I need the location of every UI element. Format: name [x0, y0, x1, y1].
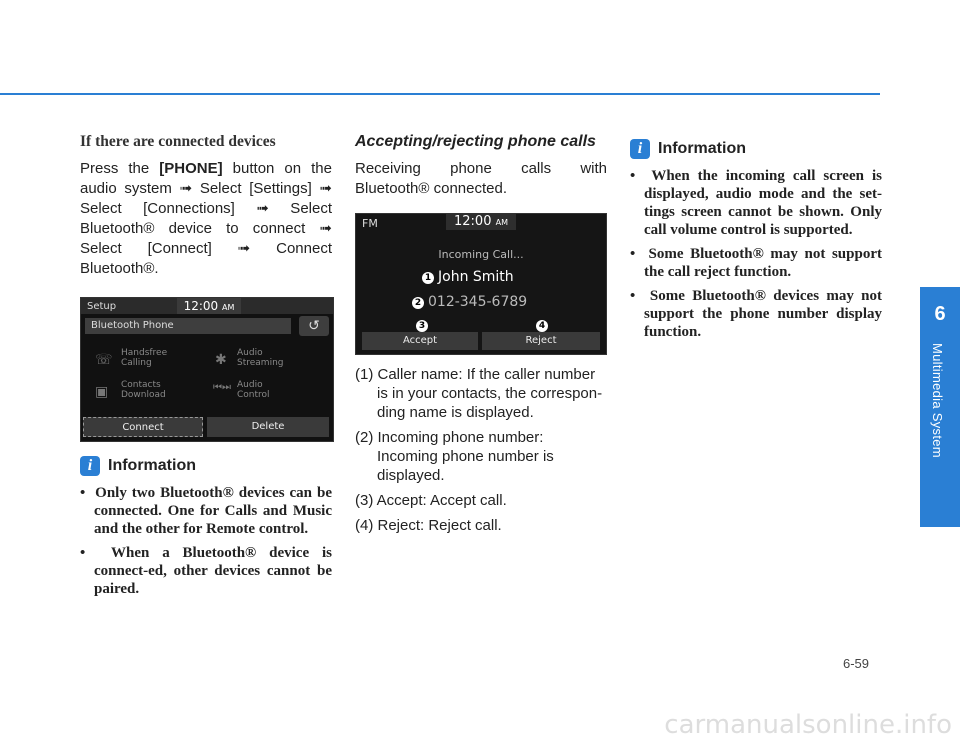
list-item: • Only two Bluetooth® devices can be connected. One for Calls and Music and the other for Remote control.	[80, 484, 332, 538]
contacts-download-item[interactable]	[121, 380, 166, 400]
chapter-label: Multimedia System	[930, 343, 945, 458]
page-number: 6-59	[843, 656, 870, 671]
header-rule	[0, 93, 880, 95]
info-list	[630, 167, 882, 341]
column-1	[80, 133, 332, 604]
clock-time: 12:00	[454, 214, 492, 229]
press-text: Press the	[80, 160, 150, 177]
contacts-icon: ▣	[95, 384, 109, 400]
clock	[446, 214, 516, 230]
info-icon: i	[630, 139, 650, 159]
bluetooth-icon: ✱	[215, 352, 227, 368]
control-label: Control	[237, 390, 270, 400]
setup-label: Setup	[87, 300, 117, 312]
phone-button-label: [PHONE]	[159, 160, 223, 177]
incoming-call-label: Incoming Call...	[438, 248, 524, 261]
section-title: If there are connected devices	[80, 133, 276, 150]
chapter-number: 6	[934, 303, 946, 325]
handsfree-label: Handsfree	[121, 348, 168, 358]
watermark: carmanualsonline.info	[664, 710, 952, 740]
instruction-rest: button on the audio system ➟ Select [Settings] ➟ Select [Connections] ➟ Select Bluetooth® device to connect ➟ Select [Connect] ➟ Connect Bluetooth®.	[80, 160, 332, 277]
callout-1: 1	[422, 272, 434, 284]
reject-button[interactable]: Reject	[482, 332, 600, 350]
handsfree-icon: ☏	[95, 352, 113, 368]
incoming-call-screen	[355, 213, 607, 355]
column-3	[630, 133, 882, 347]
back-button[interactable]: ↺	[299, 316, 329, 336]
connect-button[interactable]: Connect	[83, 417, 203, 437]
skip-icon: ⏮⏭	[213, 382, 231, 393]
bluetooth-settings-screen	[80, 297, 334, 442]
section-subheading: Accepting/rejecting phone calls	[355, 133, 596, 150]
list-item: (4) Reject: Reject call.	[355, 517, 502, 534]
info-icon: i	[80, 456, 100, 476]
list-item: • Some Bluetooth® devices may not support the phone number display function.	[630, 287, 882, 341]
delete-button[interactable]: Delete	[207, 417, 329, 437]
instruction-paragraph	[80, 159, 332, 279]
intro-paragraph: Receiving phone calls with Bluetooth® connected.	[355, 160, 607, 197]
audio-control-item[interactable]	[237, 380, 270, 400]
calling-label: Calling	[121, 358, 152, 368]
caller-number: 012-345-6789	[428, 294, 528, 310]
caller-name: John Smith	[438, 269, 514, 285]
contacts-label: Contacts	[121, 380, 161, 390]
information-title: Information	[658, 140, 746, 157]
clock-ampm: AM	[222, 303, 235, 312]
list-item: • When the incoming call screen is displayed, audio mode and the set-tings screen cannot be shown. Only call volume control is supported.	[630, 167, 882, 239]
streaming-label: Streaming	[237, 358, 284, 368]
audio-streaming-item[interactable]	[237, 348, 283, 368]
clock	[177, 298, 241, 314]
list-item: • Some Bluetooth® may not support the call reject function.	[630, 245, 882, 281]
info-list	[80, 484, 332, 598]
callout-4: 4	[536, 320, 548, 332]
accept-button[interactable]: Accept	[362, 332, 478, 350]
handsfree-calling-item[interactable]	[121, 348, 167, 368]
information-header	[80, 456, 332, 476]
download-label: Download	[121, 390, 166, 400]
numbered-list	[355, 365, 607, 535]
list-item: • When a Bluetooth® device is connect-ed, other devices cannot be paired.	[80, 544, 332, 598]
fm-label: FM	[362, 217, 378, 230]
column-2	[355, 133, 607, 541]
audio-label-2: Audio	[237, 380, 263, 390]
information-title: Information	[108, 457, 196, 474]
list-item: (3) Accept: Accept call.	[355, 492, 507, 509]
chapter-tab	[920, 287, 960, 527]
clock-time: 12:00	[183, 299, 219, 313]
screen-title: Bluetooth Phone	[85, 318, 291, 334]
audio-label-1: Audio	[237, 348, 263, 358]
callout-3: 3	[416, 320, 428, 332]
callout-2: 2	[412, 297, 424, 309]
list-item: (1) Caller name: If the caller number is in your contacts, the correspon-ding name is displayed.	[355, 366, 603, 421]
information-header	[630, 139, 882, 159]
clock-ampm: AM	[495, 218, 508, 227]
list-item: (2) Incoming phone number: Incoming phone number is displayed.	[355, 429, 554, 484]
